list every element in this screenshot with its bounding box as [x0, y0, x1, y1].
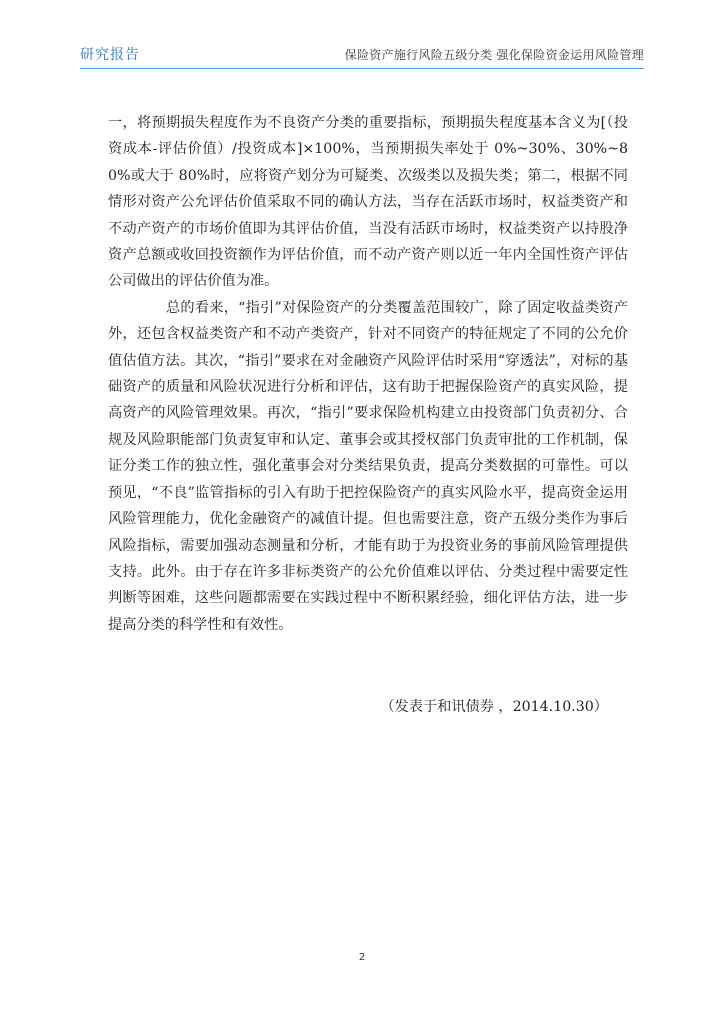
paragraph-1: 一，将预期损失程度作为不良资产分类的重要指标，预期损失程度基本含义为[（投资成本-评估价值）/投资成本]×100%，当预期损失率处于 0%~30%、30%~80%或大于 80%时，应将资产划分为可疑类、次级类以及损失类；第二，根据不同情形对资产公允评估价值采取不同的确认方法，当存在活跃市场时，权益类资产和不动产资产的市场价值即为其评估价值，当没有活跃市场时，权益类资产以持股净资产总额或收回投资额作为评估价值，而不动产资产则以近一年内全国性资产评估公司做出的评估价值为准。 [108, 115, 628, 290]
page-header [80, 44, 644, 66]
publication-source: （发表于和讯债券 ，2014.10.30） [380, 699, 608, 715]
header-divider [80, 68, 644, 69]
page-number: 2 [358, 952, 366, 963]
document-title: 保险资产施行风险五级分类 强化保险资金运用风险管理 [344, 48, 644, 62]
body-text [108, 110, 628, 638]
report-type-label: 研究报告 [80, 47, 140, 63]
paragraph-2: 总的看来，“指引”对保险资产的分类覆盖范围较广，除了固定收益类资产外，还包含权益类资产和不动产类资产，针对不同资产的特征规定了不同的公允价值估值方法。其次，“指引”要求在对金融资产风险评估时采用“穿透法”，对标的基础资产的质量和风险状况进行分析和评估，这有助于把握保险资产的真实风险，提高资产的风险管理效果。再次，“指引”要求保险机构建立由投资部门负责初分、合规及风险职能部门负责复审和认定、董事会或其授权部门负责审批的工作机制，保证分类工作的独立性，强化董事会对分类结果负责，提高分类数据的可靠性。可以预见，“不良”监管指标的引入有助于把控保险资产的真实风险水平，提高资金运用风险管理能力，优化金融资产的减值计提。但也需要注意，资产五级分类作为事后风险指标，需要加强动态测量和分析，才能有助于为投资业务的事前风险管理提供支持。此外。由于存在许多非标类资产的公允价值难以评估、分类过程中需要定性判断等困难，这些问题都需要在实践过程中不断积累经验，细化评估方法，进一步提高分类的科学性和有效性。 [108, 299, 628, 633]
